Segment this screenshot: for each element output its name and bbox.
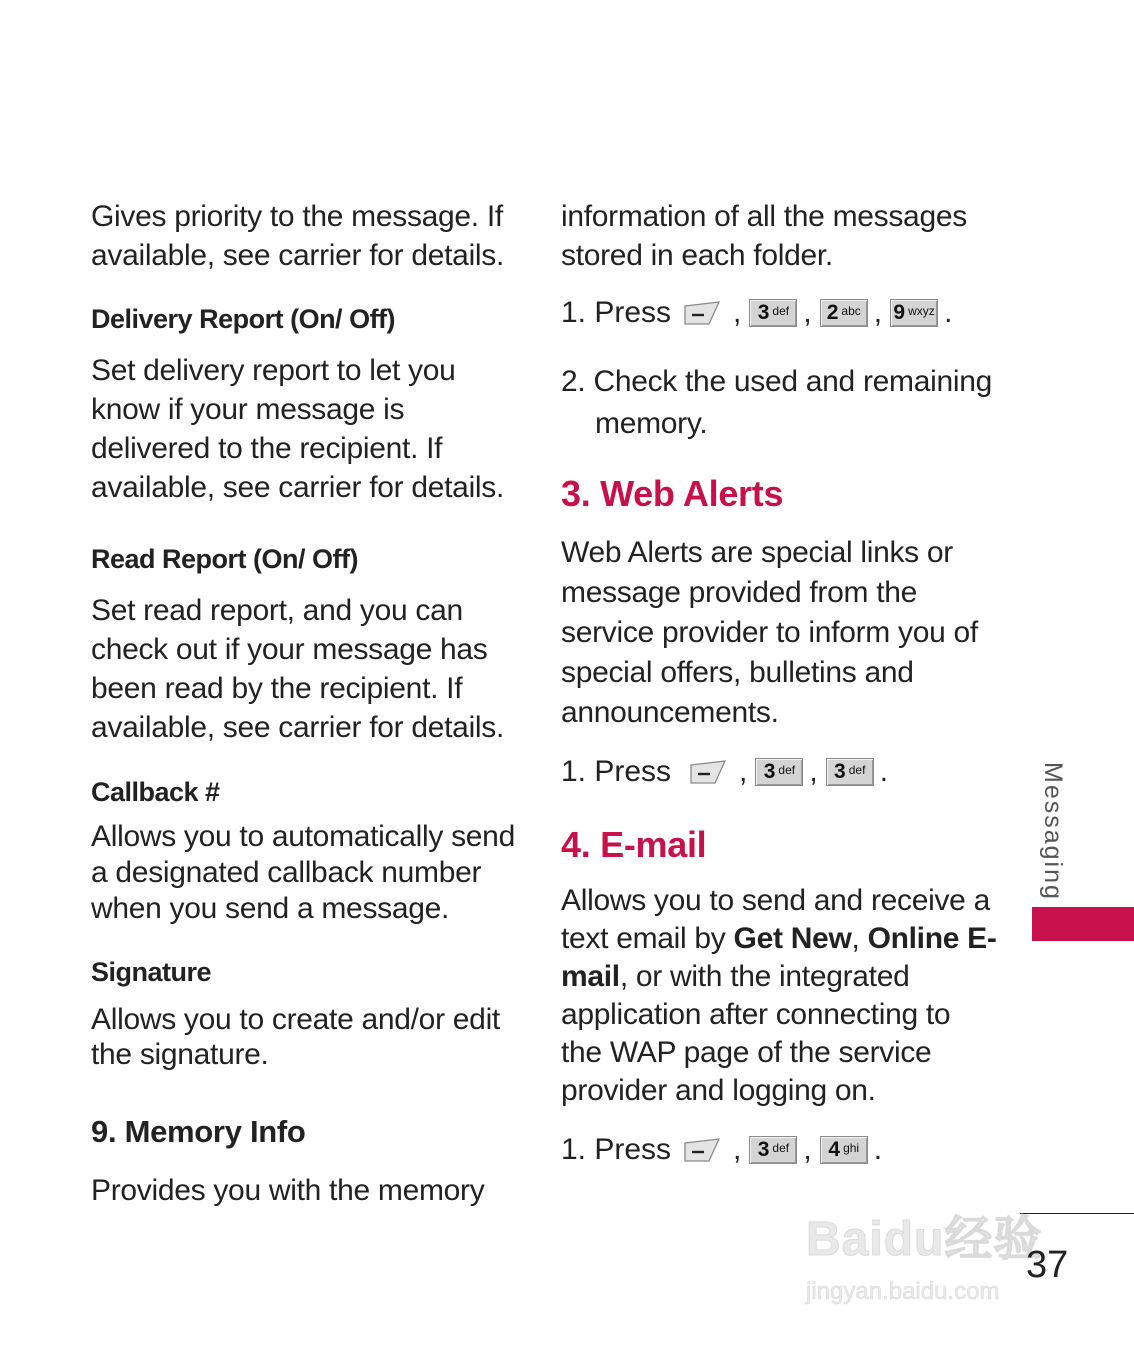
memory-step-2: 2. Check the used and remaining memory. [561, 365, 992, 440]
key-3-def: 3 def [826, 758, 874, 786]
web-alerts-text: Web Alerts are special links or message provided from the service provider to inform you of special offers, bulletins and announcements. [561, 536, 978, 729]
memory-info-continued: information of all the messages stored in each folder. [561, 200, 967, 272]
side-tab-color-bar [1032, 907, 1134, 941]
signature-heading: Signature [91, 957, 212, 987]
callback-text: Allows you to automatically send a designated callback number when you send a message. [91, 820, 515, 925]
section-side-tab [1035, 762, 1067, 901]
callback-heading: Callback # [91, 777, 220, 807]
left-softkey-icon [683, 300, 723, 326]
memory-info-heading: 9. Memory Info [91, 1114, 306, 1149]
left-softkey-icon [683, 1137, 723, 1163]
email-heading: 4. E-mail [561, 824, 707, 865]
delivery-report-text: Set delivery report to let you know if your message is delivered to the recipient. If available, see carrier for details. [91, 354, 505, 504]
key-3-def: 3 def [749, 299, 797, 327]
side-tab-label: Messaging [1039, 762, 1067, 901]
web-alerts-heading: 3. Web Alerts [561, 473, 784, 514]
read-report-heading: Read Report (On/ Off) [91, 544, 358, 574]
signature-text: Allows you to create and/or edit the signature. [91, 1003, 500, 1071]
memory-step-1: 1. Press , 3 def , 2 abc , 9 wxyz . [561, 296, 953, 329]
key-3-def: 3 def [749, 1136, 797, 1164]
left-softkey-icon [689, 759, 729, 785]
page-number: 37 [1026, 1244, 1069, 1286]
memory-info-text: Provides you with the memory [91, 1174, 485, 1207]
step-label: 1. Press [561, 755, 672, 788]
step-label: 1. Press [561, 296, 672, 329]
email-text: Allows you to send and receive a text email by Get New, Online E- mail, or with the integrated application after connecting to the WAP page of the service provider and logging on. [561, 884, 997, 1107]
key-3-def: 3 def [755, 758, 803, 786]
read-report-text: Set read report, and you can check out if your message has been read by the recipient. If available, see carrier for details. [91, 594, 505, 744]
web-alerts-step-1: 1. Press , 3 def , 3 def . [561, 755, 889, 788]
step-label: 1. Press [561, 1133, 672, 1166]
key-4-ghi: 4 ghi [820, 1136, 868, 1164]
key-9-wxyz: 9 wxyz [890, 299, 938, 327]
baidu-watermark: Baidu经验 jingyan.baidu.com [806, 1213, 1043, 1305]
intro-text: Gives priority to the message. If available, see carrier for details. [91, 200, 505, 272]
delivery-report-heading: Delivery Report (On/ Off) [91, 304, 396, 334]
key-2-abc: 2 abc [820, 299, 868, 327]
email-step-1: 1. Press , 3 def , 4 ghi . [561, 1133, 883, 1166]
